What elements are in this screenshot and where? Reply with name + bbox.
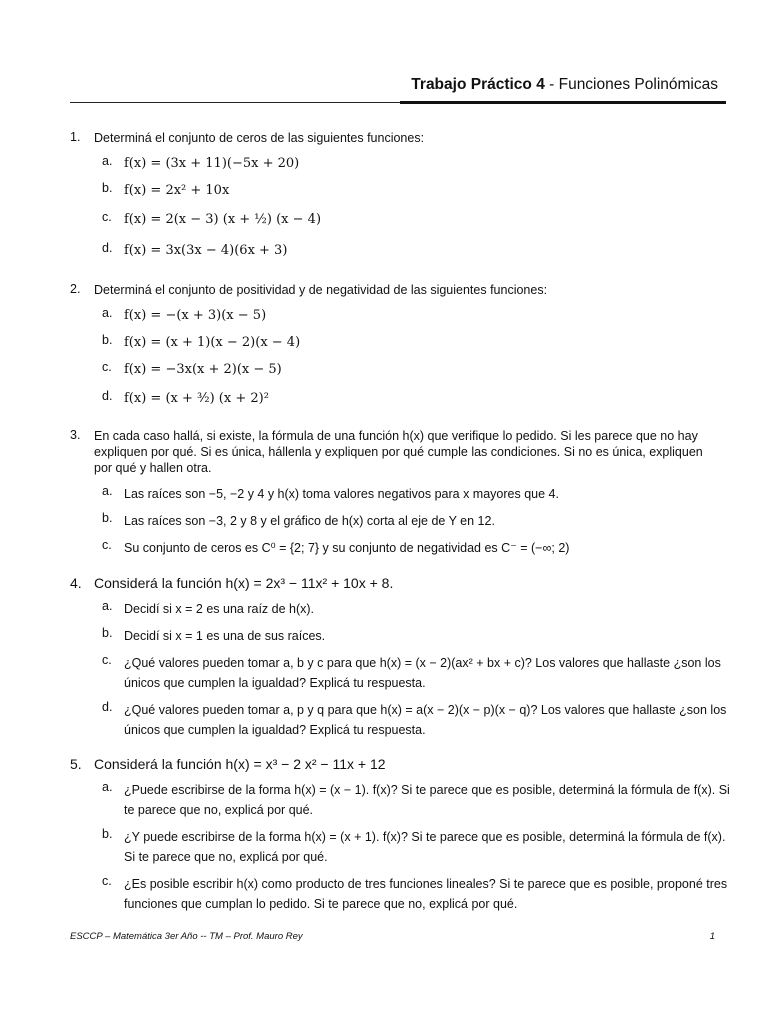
list-item: d. ¿Qué valores pueden tomar a, p y q para que h(x) = a(x − 2)(x − p)(x − q)? Los valores que hallaste ¿son los únicos que cumplen la igualdad? Explicá tu respuesta. <box>102 700 727 737</box>
list-item: c. Su conjunto de ceros es C⁰ = {2; 7} y su conjunto de negatividad es C⁻ = (−∞; 2) <box>102 538 570 555</box>
question-4 <box>70 575 730 747</box>
question-number: 5. <box>70 756 82 772</box>
question-text: Determiná el conjunto de positividad y de negatividad de las siguientes funciones: <box>94 283 548 297</box>
list-item: c. f(x) = 2(x − 3) (x + ½) (x − 4) <box>102 210 322 227</box>
page-number: 1 <box>709 931 715 942</box>
list-item: b. f(x) = (x + 1)(x − 2)(x − 4) <box>102 333 301 350</box>
question-number: 2. <box>70 282 81 296</box>
list-item: d. f(x) = 3x(3x − 4)(6x + 3) <box>102 241 288 258</box>
footer-course: ESCCP – Matemática 3er Año -- TM – Prof. Mauro Rey <box>70 931 303 942</box>
exercise-list <box>70 130 730 930</box>
question-2 <box>70 282 730 416</box>
question-text: Determiná el conjunto de ceros de las siguientes funciones: <box>94 131 425 145</box>
list-item: a. f(x) = (3x + 11)(−5x + 20) <box>102 154 300 171</box>
question-number: 1. <box>70 130 81 144</box>
title-bold: Trabajo Práctico 4 <box>411 76 545 93</box>
question-number: 4. <box>70 575 82 591</box>
question-number: 3. <box>70 428 81 442</box>
question-5 <box>70 756 730 921</box>
list-item: b. ¿Y puede escribirse de la forma h(x) = (x + 1). f(x)? Si te parece que es posible, determiná la fórmula de f(x). Si te parece que no, explicá por qué. <box>102 827 726 864</box>
list-item: b. Las raíces son −3, 2 y 8 y el gráfico de h(x) corta al eje de Y en 12. <box>102 511 495 528</box>
list-item: b. f(x) = 2x² + 10x <box>102 181 230 198</box>
list-item: a. Las raíces son −5, −2 y 4 y h(x) toma valores negativos para x mayores que 4. <box>102 484 559 501</box>
question-1 <box>70 130 730 268</box>
list-item: c. ¿Qué valores pueden tomar a, b y c para que h(x) = (x − 2)(ax² + bx + c)? Los valores que hallaste ¿son los únicos que cumplen la igualdad? Explicá tu respuesta. <box>102 653 721 690</box>
list-item: c. f(x) = −3x(x + 2)(x − 5) <box>102 360 282 377</box>
list-item: b. Decidí si x = 1 es una de sus raíces. <box>102 626 326 643</box>
page-title <box>411 76 718 94</box>
list-item: a. Decidí si x = 2 es una raíz de h(x). <box>102 599 315 616</box>
question-text: Considerá la función h(x) = x³ − 2 x² − 11x + 12 <box>94 756 386 772</box>
page-header <box>70 74 726 106</box>
list-item: d. f(x) = (x + ³⁄₂) (x + 2)² <box>102 389 269 406</box>
title-rest: - Funciones Polinómicas <box>544 76 718 93</box>
question-text: Considerá la función h(x) = 2x³ − 11x² + 10x + 8. <box>94 575 394 591</box>
list-item: a. ¿Puede escribirse de la forma h(x) = (x − 1). f(x)? Si te parece que es posible, determiná la fórmula de f(x). Si te parece que no, explicá por qué. <box>102 780 730 817</box>
question-text: En cada caso hallá, si existe, la fórmula de una función h(x) que verifique lo pedido. Si les parece que no hay expliquen por qué. Si es única, hállenla y expliquen por qué cumple las condiciones. Si no es única, expliquen por qué y hallen otra. <box>94 429 703 475</box>
question-3 <box>70 428 730 565</box>
list-item: c. ¿Es posible escribir h(x) como producto de tres funciones lineales? Si te parece que es posible, proponé tres funciones que cumplan lo pedido. Si te parece que no, explicá por qué. <box>102 874 728 911</box>
header-rule-thick <box>400 101 726 104</box>
list-item: a. f(x) = −(x + 3)(x − 5) <box>102 306 267 323</box>
